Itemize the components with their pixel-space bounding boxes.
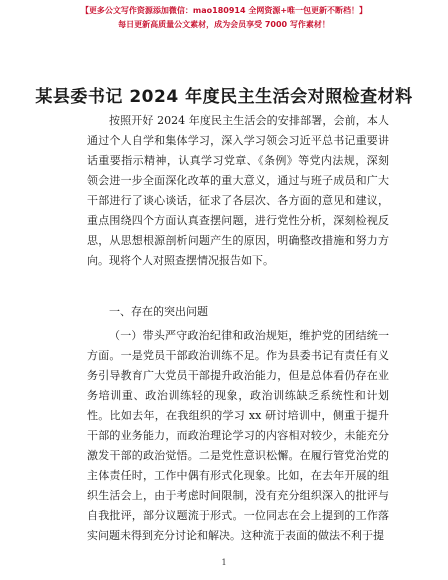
section-heading: 一、存在的突出问题 <box>109 305 208 318</box>
document-title: 某县委书记 2024 年度民主生活会对照检查材料 <box>35 87 413 107</box>
page-number: 1 <box>221 558 227 567</box>
banner-line-1: 【更多公文写作资源添加微信：mao180914 全网资源+唯一包更新不断档！】 <box>80 6 368 15</box>
banner-line-2: 每日更新高质量公文素材，成为会员享受 7000 写作素材！ <box>118 20 330 29</box>
promo-banner <box>0 4 448 32</box>
intro-paragraph: 按照开好 2024 年度民主生活会的安排部署，会前，本人通过个人自学和集体学习，深入学习领会习近平总书记重要讲话重要指示精神，认真学习党章、《条例》等党内法规，深刻领会进一步全面深化改革的重大意义，通过与班子成员和广大干部进行了谈心谈话，征求了各层次、各方面的意见和建议，重点围绕四个方面认真查摆问题，进行党性分析，深刻检视反思，从思想根源剖析问题产生的原因，明确整改措施和努力方向。现将个人对照查摆情况报告如下。 <box>87 114 389 267</box>
subsection-paragraph: （一）带头严守政治纪律和政治规矩，维护党的团结统一方面。一是党员干部政治训练不足。作为县委书记有责任有义务引导教育广大党员干部提升政治能力，但是总体看仍存在业务培训重、政治训练轻的现象，政治训练缺乏系统性和计划性。比如去年，在我组织的学习 xx 研讨培训中，侧重于提升干部的业务能力，而政治理论学习的内容相对较少，未能充分激发干部的政治觉悟。二是党性意识松懈。在履行管党治党的主体责任时，工作中偶有形式化现象。比如，在去年开展的组织生活会上，由于考虑时间限制，没有充分组织深入的批评与自我批评，部分议题流于形式。一位同志在会上提到的工作落实问题未得到充分讨论和解决。这种流于表面的做法不利于提 <box>87 329 389 542</box>
